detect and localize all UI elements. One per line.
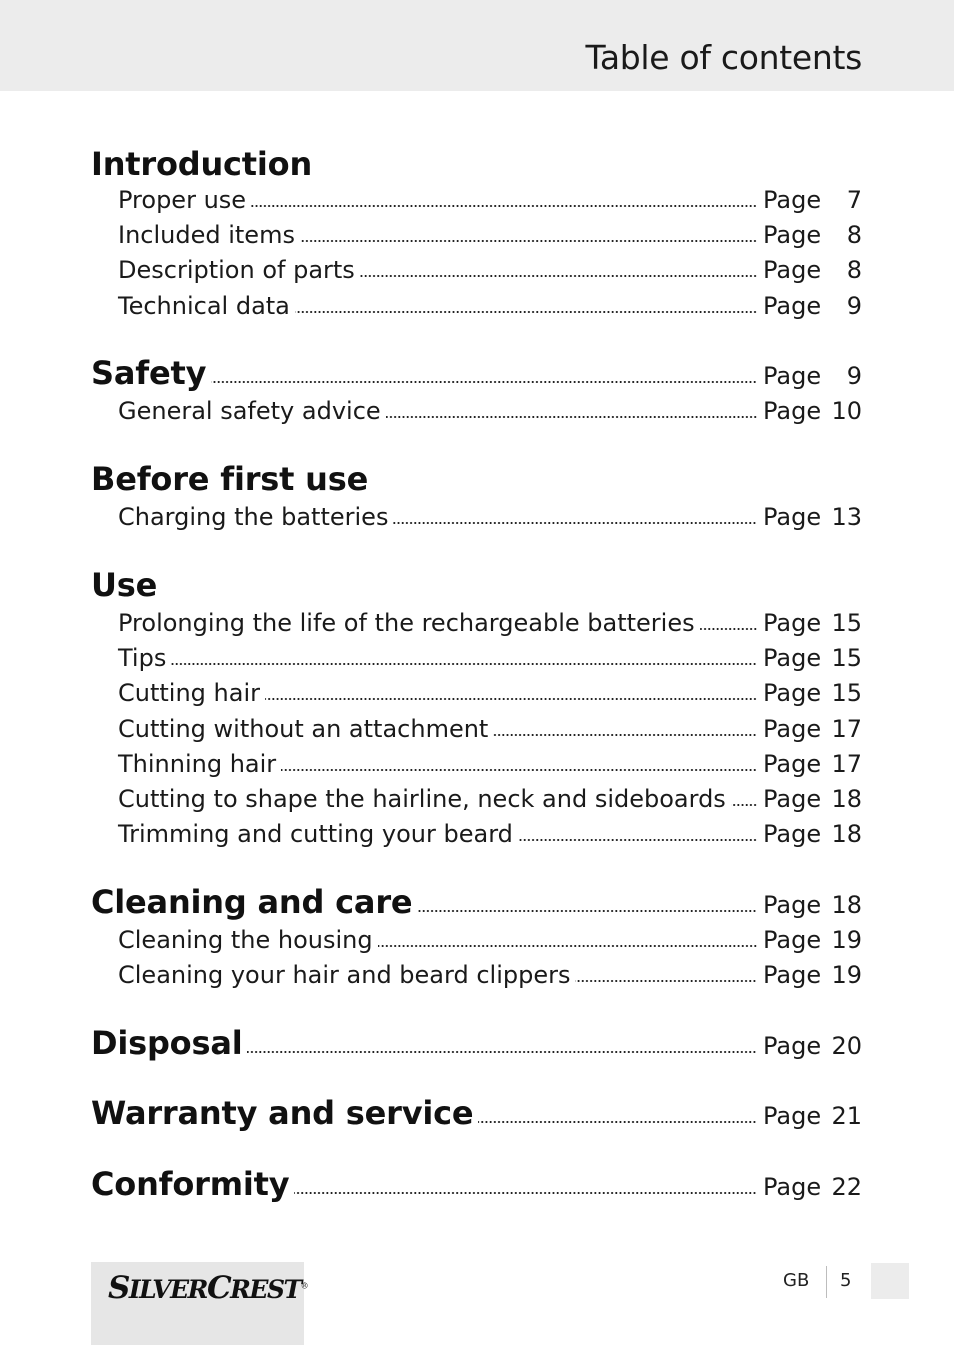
page-word: Page [763, 397, 822, 425]
toc-entry-label: Prolonging the life of the rechargeable batteries [118, 609, 695, 637]
toc-section-title: Before first use [91, 460, 369, 498]
page-word: Page [763, 644, 822, 672]
toc-section-title: Use [91, 566, 158, 604]
toc-section-row [0, 883, 954, 919]
toc-section-title: Conformity [91, 1165, 290, 1203]
toc-entry-row [0, 707, 954, 743]
leader-dots [294, 1191, 757, 1195]
page-reference: 18 [831, 785, 862, 813]
toc-entry-row [0, 636, 954, 672]
toc-entry-label: Cleaning your hair and beard clippers [118, 961, 571, 989]
toc-entry-label: Thinning hair [118, 750, 277, 778]
leader-dots [295, 310, 757, 314]
page-reference: 7 [846, 186, 862, 214]
page-reference: 15 [831, 644, 862, 672]
footer-divider [826, 1266, 827, 1298]
page-word: Page [763, 785, 822, 813]
leader-dots [700, 627, 757, 631]
page-word: Page [763, 1173, 822, 1201]
toc-entry-label: Proper use [118, 186, 247, 214]
toc-entry-row [0, 178, 954, 214]
toc-section-row [0, 460, 954, 496]
toc-entry-label: Cutting to shape the hairline, neck and sideboards [118, 785, 726, 813]
toc-section-title: Warranty and service [91, 1094, 474, 1132]
leader-dots [518, 838, 757, 842]
page-word: Page [763, 609, 822, 637]
page-word: Page [763, 292, 822, 320]
page-reference: 15 [831, 679, 862, 707]
leader-dots [247, 1050, 757, 1054]
page-title: Table of contents [585, 38, 862, 77]
page-word: Page [763, 679, 822, 707]
language-code: GB [783, 1270, 810, 1291]
page-reference: 8 [846, 256, 862, 284]
page-reference: 13 [831, 503, 862, 531]
page-number: 5 [840, 1270, 852, 1291]
toc-section-row [0, 1024, 954, 1060]
page-word: Page [763, 1032, 822, 1060]
page-reference: 22 [831, 1173, 862, 1201]
toc-entry-label: Description of parts [118, 256, 355, 284]
page-word: Page [763, 186, 822, 214]
toc-entry-row [0, 812, 954, 848]
toc-section-title: Disposal [91, 1024, 243, 1062]
toc-entry-label: Charging the batteries [118, 503, 389, 531]
toc-section-row [0, 145, 954, 181]
page-word: Page [763, 503, 822, 531]
page-word: Page [763, 750, 822, 778]
page-reference: 19 [831, 926, 862, 954]
toc-entry-row [0, 601, 954, 637]
leader-dots [493, 733, 757, 737]
toc-section-row [0, 566, 954, 602]
toc-section-row [0, 1165, 954, 1201]
toc-section-row [0, 1094, 954, 1130]
page-reference: 10 [831, 397, 862, 425]
page-reference: 19 [831, 961, 862, 989]
toc-entry-row [0, 777, 954, 813]
toc-entry-label: Cutting hair [118, 679, 260, 707]
leader-dots [360, 274, 757, 278]
toc-entry-row [0, 213, 954, 249]
leader-dots [386, 415, 757, 419]
toc-section-title: Safety [91, 354, 207, 392]
toc-entry-row [0, 495, 954, 531]
page-word: Page [763, 362, 822, 390]
toc-entry-label: Included items [118, 221, 295, 249]
page-word: Page [763, 715, 822, 743]
toc-entry-row [0, 248, 954, 284]
toc-entry-row [0, 389, 954, 425]
toc-entry-row [0, 284, 954, 320]
toc-entry-row [0, 953, 954, 989]
page-reference: 15 [831, 609, 862, 637]
footer-tab-marker [871, 1263, 909, 1299]
silvercrest-logo: SILVERCREST® [108, 1270, 309, 1306]
toc-section-row [0, 354, 954, 390]
page-word: Page [763, 256, 822, 284]
page-reference: 17 [831, 750, 862, 778]
page-word: Page [763, 891, 822, 919]
toc-section-title: Introduction [91, 145, 313, 183]
page-reference: 21 [831, 1102, 862, 1130]
leader-dots [417, 909, 757, 913]
toc-entry-row [0, 742, 954, 778]
page-reference: 18 [831, 820, 862, 848]
brand-logo-box [91, 1262, 309, 1345]
page-reference: 9 [846, 362, 862, 390]
page-reference: 9 [846, 292, 862, 320]
page-reference: 20 [831, 1032, 862, 1060]
leader-dots [300, 239, 757, 243]
leader-dots [378, 944, 757, 948]
page-word: Page [763, 1102, 822, 1130]
leader-dots [281, 768, 757, 772]
header-band [0, 0, 954, 91]
toc-entry-label: Trimming and cutting your beard [118, 820, 513, 848]
toc-entry-label: Technical data [118, 292, 290, 320]
page-word: Page [763, 221, 822, 249]
leader-dots [171, 662, 757, 666]
toc-entry-row [0, 671, 954, 707]
toc-entry-label: General safety advice [118, 397, 381, 425]
leader-dots [575, 979, 757, 983]
toc-entry-label: Tips [118, 644, 167, 672]
leader-dots [265, 697, 757, 701]
toc-section-title: Cleaning and care [91, 883, 413, 921]
page-word: Page [763, 926, 822, 954]
leader-dots [251, 204, 757, 208]
page-word: Page [763, 961, 822, 989]
leader-dots [393, 521, 757, 525]
page-reference: 18 [831, 891, 862, 919]
toc-entry-label: Cutting without an attachment [118, 715, 489, 743]
toc-entry-label: Cleaning the housing [118, 926, 373, 954]
leader-dots [211, 380, 757, 384]
toc-entry-row [0, 918, 954, 954]
page-reference: 8 [846, 221, 862, 249]
page-reference: 17 [831, 715, 862, 743]
leader-dots [478, 1120, 757, 1124]
leader-dots [731, 803, 757, 807]
page-word: Page [763, 820, 822, 848]
